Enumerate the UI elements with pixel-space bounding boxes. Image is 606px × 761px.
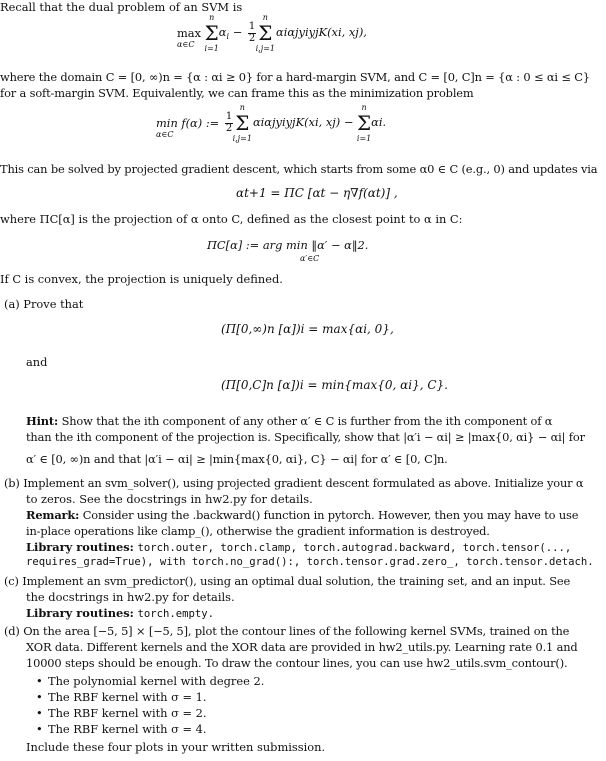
min-domain: α∈C bbox=[156, 129, 174, 139]
hint-line-1: Hint: Show that the ith component of any other α′ ∈ C is further from the ith component of α bbox=[26, 414, 553, 428]
projection-hard-margin-equation: (Π[0,∞)n [α])i = max{αi, 0}, bbox=[221, 322, 394, 336]
kernel-list-item: • The RBF kernel with σ = 1. bbox=[48, 690, 207, 705]
part-b-line-1: (b) Implement an svm_solver(), using projected gradient descent formulated as above. Initialize your α bbox=[4, 476, 584, 490]
kernel-expression: αiαjyiyjK(xi, xj), bbox=[276, 25, 367, 39]
convexity-note: If C is convex, the projection is uniquely defined. bbox=[0, 272, 283, 286]
part-c-line-2: the docstrings in hw2.py for details. bbox=[26, 590, 235, 604]
domain-line-2: for a soft-margin SVM. Equivalently, we can frame this as the minimization problem bbox=[0, 86, 474, 100]
min-lhs: min f(α) := bbox=[156, 115, 220, 130]
part-d-line-3: 10000 steps should be enough. To draw the contour lines, you can use hw2_utils.svm_contour(). bbox=[26, 656, 568, 670]
one-half-fraction: $\frac{1}{2}$ bbox=[248, 21, 256, 44]
intro-paragraph: Recall that the dual problem of an SVM is bbox=[0, 0, 243, 14]
dual-problem-equation: max α∈C Σ n i=1 $\alpha_i$ − $\frac{1}{2}$ Σ n i,j=1 αiαjyiyjK(xi, xj), bbox=[177, 13, 367, 53]
gradient-descent-paragraph: This can be solved by projected gradient descent, which starts from some α0 ∈ C (e.g., 0) and updates via bbox=[0, 162, 598, 176]
kernel-list-item: • The RBF kernel with σ = 2. bbox=[48, 706, 207, 721]
projection-definition-paragraph: where ΠC[α] is the projection of α onto C, defined as the closest point to α in C: bbox=[0, 212, 463, 226]
summation-symbol: Σ n i=1 bbox=[356, 103, 372, 143]
summation-symbol: Σ n i,j=1 bbox=[232, 103, 252, 143]
and-connector: and bbox=[26, 355, 48, 369]
domain-line-1: where the domain C = [0, ∞)n = {α : αi ≥ 0} for a hard-margin SVM, and C = [0, C]n = {α : 0 ≤ αi ≤ C} bbox=[0, 70, 590, 84]
summation-symbol: Σ n i=1 bbox=[204, 13, 219, 53]
update-equation: αt+1 = ΠC [αt − η∇f(αt)] , bbox=[236, 186, 398, 200]
kernel-list-item: • The polynomial kernel with degree 2. bbox=[48, 674, 264, 689]
max-operator: max bbox=[177, 25, 202, 40]
projection-soft-margin-equation: (Π[0,C]n [α])i = min{max{0, αi}, C}. bbox=[221, 378, 448, 392]
part-d-line-2: XOR data. Different kernels and the XOR data are provided in hw2_utils.py. Learning rate 0.1 and bbox=[26, 640, 578, 654]
part-b-remark-2: in-place operations like clamp_(), otherwise the gradient information is destroyed. bbox=[26, 524, 490, 538]
kernel-expression: αiαjyiyjK(xi, xj) − bbox=[252, 115, 354, 129]
hint-line-2: than the ith component of the projection is. Specifically, show that |α′i − αi| ≥ |max{0, αi} − αi| for bbox=[26, 430, 585, 444]
part-c-library: Library routines: torch.empty. bbox=[26, 606, 215, 620]
part-b-line-2: to zeros. See the docstrings in hw2.py for details. bbox=[26, 492, 313, 506]
part-b-remark-1: Remark: Consider using the .backward() function in pytorch. However, then you may have to use bbox=[26, 508, 579, 522]
max-domain: α∈C bbox=[177, 39, 195, 49]
hint-line-3: α′ ∈ [0, ∞)n and that |α′i − αi| ≥ |min{max{0, αi}, C} − αi| for α′ ∈ [0, C]n. bbox=[26, 452, 448, 466]
part-c-line-1: (c) Implement an svm_predictor(), using an optimal dual solution, the training set, and an input. See bbox=[4, 574, 571, 588]
part-a-label: (a) Prove that bbox=[4, 297, 84, 311]
part-d-final-line: Include these four plots in your written submission. bbox=[26, 740, 326, 754]
one-half-fraction: $\frac{1}{2}$ bbox=[225, 111, 233, 134]
minimization-equation: min f(α) := α∈C $\frac{1}{2}$ Σ n i,j=1 αiαjyiyjK(xi, xj) − Σ n i=1 αi. bbox=[156, 103, 387, 143]
summation-symbol: Σ n i,j=1 bbox=[255, 13, 275, 53]
part-b-library-2: requires_grad=True), with torch.no_grad():, torch.tensor.grad.zero_, torch.tensor.detach. bbox=[26, 556, 594, 568]
projection-equation: ΠC[α] := arg min ‖α′ − α‖2. α′∈C bbox=[207, 238, 369, 263]
part-b-library-1: Library routines: torch.outer, torch.clamp, torch.autograd.backward, torch.tensor(..., bbox=[26, 540, 572, 554]
part-d-line-1: (d) On the area [−5, 5] × [−5, 5], plot the contour lines of the following kernel SVMs, trained on the bbox=[4, 624, 570, 638]
argmin-domain: α′∈C bbox=[300, 254, 320, 263]
kernel-list-item: • The RBF kernel with σ = 4. bbox=[48, 722, 207, 737]
alpha-term: α bbox=[218, 25, 227, 39]
